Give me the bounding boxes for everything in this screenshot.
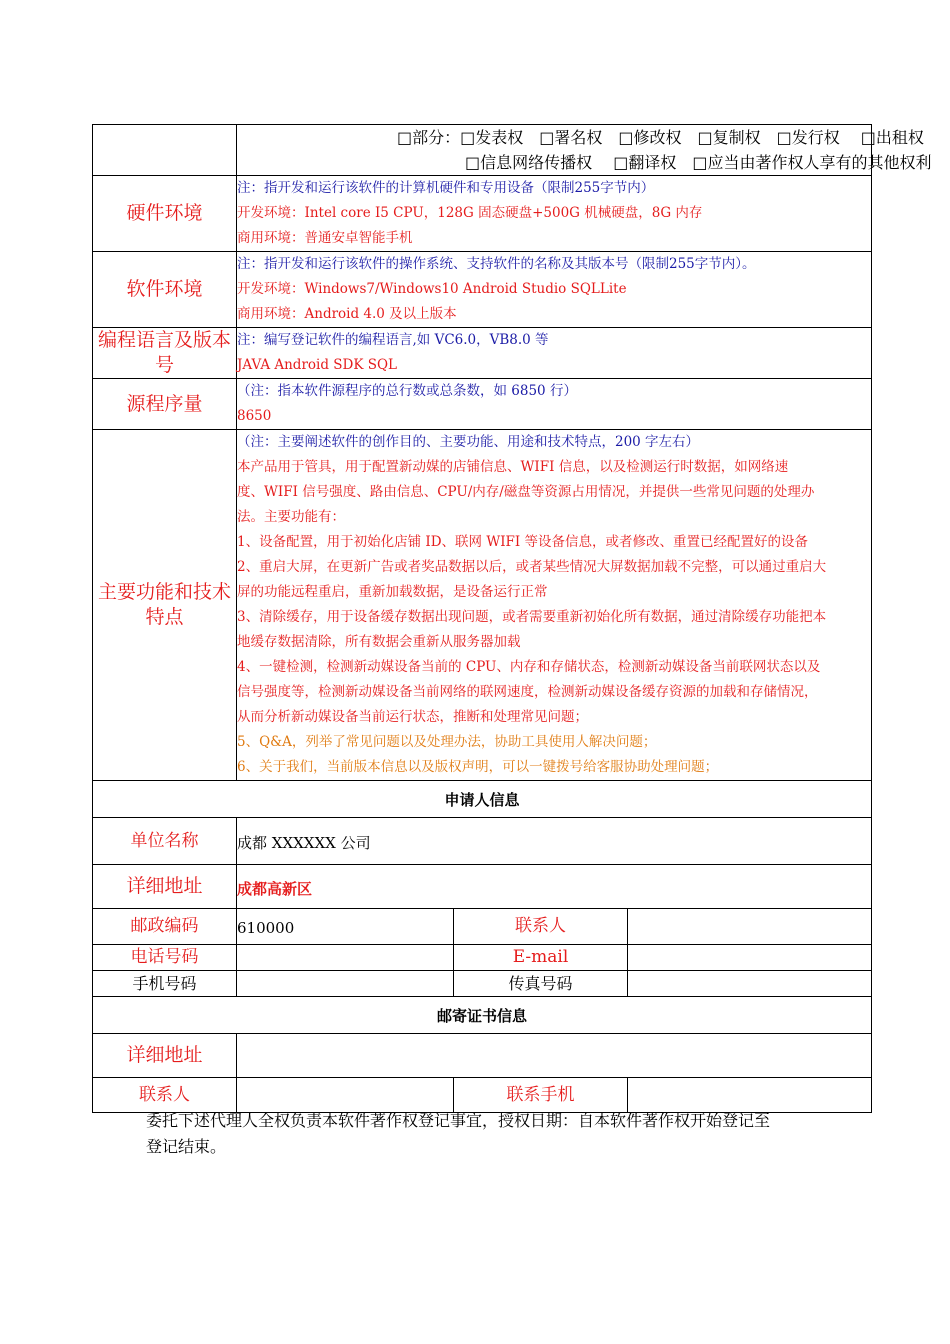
source-value: 8650	[237, 408, 272, 424]
software-note: 注：指开发和运行该软件的操作系统、支持软件的名称及其版本号（限制255字节内）。	[237, 256, 756, 272]
features-note: （注：主要阐述软件的创作目的、主要功能、用途和技术特点，200 字左右）	[237, 434, 700, 450]
source-row	[93, 379, 872, 430]
contact-label: 联系人	[454, 909, 628, 945]
authorization-statement	[146, 1108, 826, 1160]
mobile-row	[93, 971, 872, 997]
source-note: （注：指本软件源程序的总行数或总条数，如 6850 行）	[237, 383, 577, 399]
software-prod: 商用环境：Android 4.0 及以上版本	[237, 306, 457, 322]
feature-2-line-1: 2、重启大屏，在更新广告或者奖品数据以后，或者某些情况大屏数据加载不完整，可以通过重启大	[237, 559, 827, 575]
feature-4-line-3: 从而分析新动媒设备当前运行状态，推断和处理常见问题；	[237, 709, 588, 725]
mobile-label: 手机号码	[93, 971, 237, 997]
phone-value[interactable]	[237, 945, 454, 971]
mobile-value[interactable]	[237, 971, 454, 997]
features-label: 主要功能和技术特点	[93, 430, 237, 781]
language-label: 编程语言及版本号	[93, 328, 237, 379]
email-value[interactable]	[628, 945, 872, 971]
mailing-section-title: 邮寄证书信息	[93, 997, 872, 1034]
hardware-dev: 开发环境：Intel core I5 CPU，128G 固态硬盘+500G 机械硬盘，8G 内存	[237, 205, 703, 221]
rights-cell	[237, 125, 932, 176]
feature-1: 1、设备配置，用于初始化店铺 ID、联网 WIFI 等设备信息，或者修改、重置已经配置好的设备	[237, 534, 809, 550]
mailing-address-label: 详细地址	[93, 1034, 237, 1078]
language-note: 注：编写登记软件的编程语言,如 VC6.0，VB8.0 等	[237, 332, 549, 348]
hardware-prod: 商用环境：普通安卓智能手机	[237, 230, 413, 246]
hardware-content[interactable]	[237, 176, 872, 252]
mailing-address-value[interactable]	[237, 1034, 872, 1078]
language-content[interactable]	[237, 328, 872, 379]
applicant-section-title: 申请人信息	[93, 781, 872, 818]
registration-form	[92, 124, 932, 1113]
feature-5: 5、Q&A，列举了常见问题以及处理办法，协助工具使用人解决问题；	[237, 734, 657, 750]
feature-6: 6、关于我们，当前版本信息以及版权声明，可以一键拨号给客服协助处理问题；	[237, 759, 719, 775]
features-intro-1: 本产品用于管具，用于配置新动媒的店铺信息、WIFI 信息，以及检测运行时数据，如网络速	[237, 459, 789, 475]
mailing-contact-label: 联系人	[93, 1078, 237, 1113]
phone-label: 电话号码	[93, 945, 237, 971]
hardware-label: 硬件环境	[93, 176, 237, 252]
source-label: 源程序量	[93, 379, 237, 430]
mailing-mobile-label: 联系手机	[454, 1078, 628, 1113]
address-label: 详细地址	[93, 865, 237, 909]
language-row	[93, 328, 872, 379]
email-label: E-mail	[454, 945, 628, 971]
applicant-section-row	[93, 781, 872, 818]
zip-value[interactable]: 610000	[237, 909, 454, 945]
hardware-row	[93, 176, 872, 252]
language-value: JAVA Android SDK SQL	[237, 357, 398, 373]
rights-line-1[interactable]: □部分：□发表权 □署名权 □修改权 □复制权 □发行权 □出租权	[397, 128, 924, 147]
mailing-address-row	[93, 1034, 872, 1078]
org-value[interactable]: 成都 XXXXXX 公司	[237, 818, 872, 865]
software-content[interactable]	[237, 252, 872, 328]
features-content[interactable]	[237, 430, 872, 781]
org-label: 单位名称	[93, 818, 237, 865]
fax-value[interactable]	[628, 971, 872, 997]
contact-value[interactable]	[628, 909, 872, 945]
software-label: 软件环境	[93, 252, 237, 328]
mailing-section-row	[93, 997, 872, 1034]
authorization-line-2: 登记结束。	[146, 1137, 227, 1156]
authorization-line-1: 委托下述代理人全权负责本软件著作权登记事宜，授权日期：自本软件著作权开始登记至	[146, 1111, 771, 1130]
feature-2-line-2: 屏的功能远程重启，重新加载数据，是设备运行正常	[237, 584, 548, 600]
features-row	[93, 430, 872, 781]
features-intro-2: 度、WIFI 信号强度、路由信息、CPU/内存/磁盘等资源占用情况，并提供一些常见问题的处理办	[237, 484, 815, 500]
hardware-note: 注：指开发和运行该软件的计算机硬件和专用设备（限制255字节内）	[237, 180, 655, 196]
org-row	[93, 818, 872, 865]
fax-label: 传真号码	[454, 971, 628, 997]
source-content[interactable]	[237, 379, 872, 430]
software-dev: 开发环境：Windows7/Windows10 Android Studio SQLLite	[237, 281, 627, 297]
features-intro-3: 法。主要功能有：	[237, 509, 345, 525]
phone-row	[93, 945, 872, 971]
address-value[interactable]: 成都高新区	[237, 865, 872, 909]
feature-4-line-2: 信号强度等，检测新动媒设备当前网络的联网速度，检测新动媒设备缓存资源的加载和存储情况，	[237, 684, 818, 700]
feature-3-line-1: 3、清除缓存，用于设备缓存数据出现问题，或者需要重新初始化所有数据，通过清除缓存功能把本	[237, 609, 827, 625]
rights-line-2[interactable]: □信息网络传播权 □翻译权 □应当由著作权人享有的其他权利	[465, 153, 932, 172]
zip-row	[93, 909, 872, 945]
rights-label-cell	[93, 125, 237, 176]
address-row	[93, 865, 872, 909]
zip-label: 邮政编码	[93, 909, 237, 945]
feature-3-line-2: 地缓存数据清除，所有数据会重新从服务器加载	[237, 634, 521, 650]
software-row	[93, 252, 872, 328]
rights-row	[93, 125, 872, 176]
feature-4-line-1: 4、一键检测，检测新动媒设备当前的 CPU、内存和存储状态，检测新动媒设备当前联网状态以及	[237, 659, 821, 675]
